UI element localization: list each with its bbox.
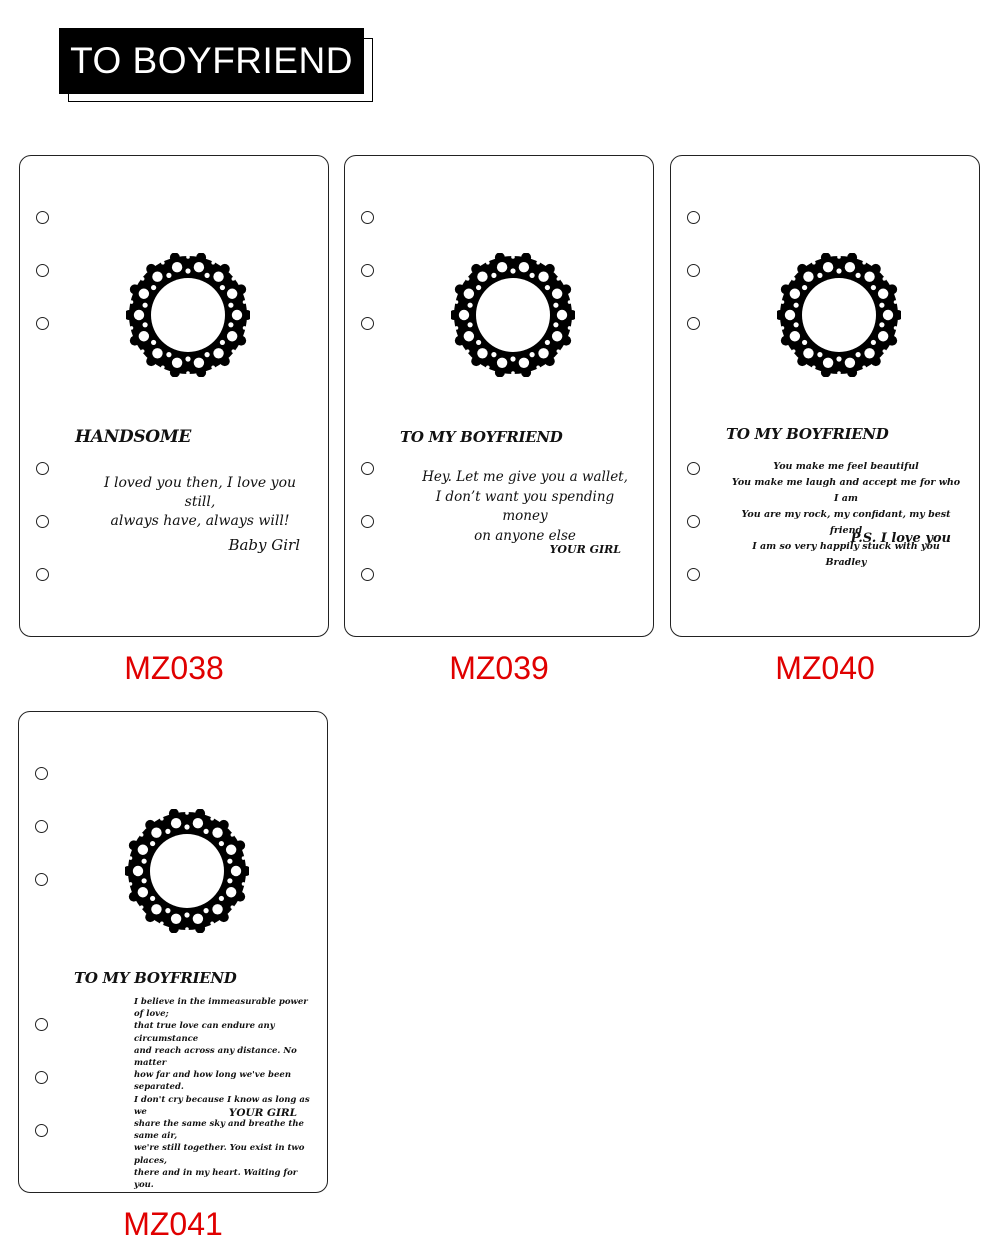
card-heading: TO MY BOYFRIEND [726, 425, 889, 443]
card-signature: YOUR GIRL [549, 543, 621, 556]
lace-frame-icon [126, 253, 250, 377]
card-heading: HANDSOME [75, 427, 191, 447]
card-signature: P.S. I love you [850, 531, 951, 546]
message-line: I am so very happily stuck with you Bradley [752, 541, 940, 568]
card-message [90, 474, 310, 531]
message-line: You make me feel beautiful [773, 461, 919, 472]
message-line: You make me laugh and accept me for who I am [731, 477, 961, 504]
message-line: on anyone else [474, 527, 576, 544]
binder-hole [687, 211, 700, 224]
lace-frame-icon [451, 253, 575, 377]
product-code: MZ039 [449, 650, 549, 686]
binder-hole [361, 264, 374, 277]
binder-hole [35, 820, 48, 833]
binder-hole [35, 1124, 48, 1137]
binder-hole [36, 264, 49, 277]
binder-hole [687, 317, 700, 330]
message-line: and reach across any distance. No matter [134, 1045, 297, 1069]
card-message [134, 996, 314, 1191]
message-line: share the same sky and breathe the same air, [134, 1119, 304, 1142]
card-mz041[interactable] [18, 711, 328, 1193]
lace-frame-icon [777, 253, 901, 377]
binder-hole [687, 568, 700, 581]
message-line: there and in my heart. Waiting for you. [134, 1167, 298, 1191]
binder-hole [687, 462, 700, 475]
message-line: I don't cry because I know as long as we [134, 1094, 310, 1117]
binder-hole [361, 568, 374, 581]
message-line: I believe in the immeasurable power of love; [134, 997, 308, 1020]
lace-frame-icon [125, 809, 249, 933]
message-line: that true love can endure any circumstance [134, 1021, 275, 1044]
binder-hole [35, 767, 48, 780]
binder-hole [361, 211, 374, 224]
binder-hole [35, 873, 48, 886]
product-code: MZ038 [124, 650, 224, 686]
card-signature: Baby Girl [228, 536, 300, 554]
binder-hole [36, 515, 49, 528]
binder-hole [361, 515, 374, 528]
card-message [731, 459, 961, 571]
card-signature: YOUR GIRL [228, 1107, 297, 1119]
message-line: You are my rock, my confidant, my best friend [741, 509, 951, 536]
message-line: always have, always will! [110, 513, 290, 529]
binder-hole [36, 211, 49, 224]
binder-hole [687, 264, 700, 277]
product-code: MZ040 [775, 650, 875, 686]
card-mz040[interactable] [670, 155, 980, 637]
binder-hole [361, 462, 374, 475]
message-line: Hey. Let me give you a wallet, [422, 469, 628, 485]
binder-hole [36, 568, 49, 581]
binder-hole [687, 515, 700, 528]
card-mz038[interactable] [19, 155, 329, 637]
message-line: I don’t want you spending money [435, 488, 615, 524]
message-line: I loved you then, I love you still, [103, 475, 297, 510]
binder-hole [36, 317, 49, 330]
message-line: we're still together. You exist in two places, [134, 1143, 305, 1166]
card-heading: TO MY BOYFRIEND [74, 969, 237, 987]
card-message [415, 468, 635, 546]
card-heading: TO MY BOYFRIEND [400, 428, 563, 446]
binder-hole [35, 1071, 48, 1084]
card-mz039[interactable] [344, 155, 654, 637]
binder-hole [36, 462, 49, 475]
binder-hole [361, 317, 374, 330]
page-title: TO BOYFRIEND [59, 28, 364, 94]
binder-hole [35, 1018, 48, 1031]
message-line: how far and how long we've been separated. [134, 1070, 291, 1093]
product-code: MZ041 [123, 1206, 223, 1242]
